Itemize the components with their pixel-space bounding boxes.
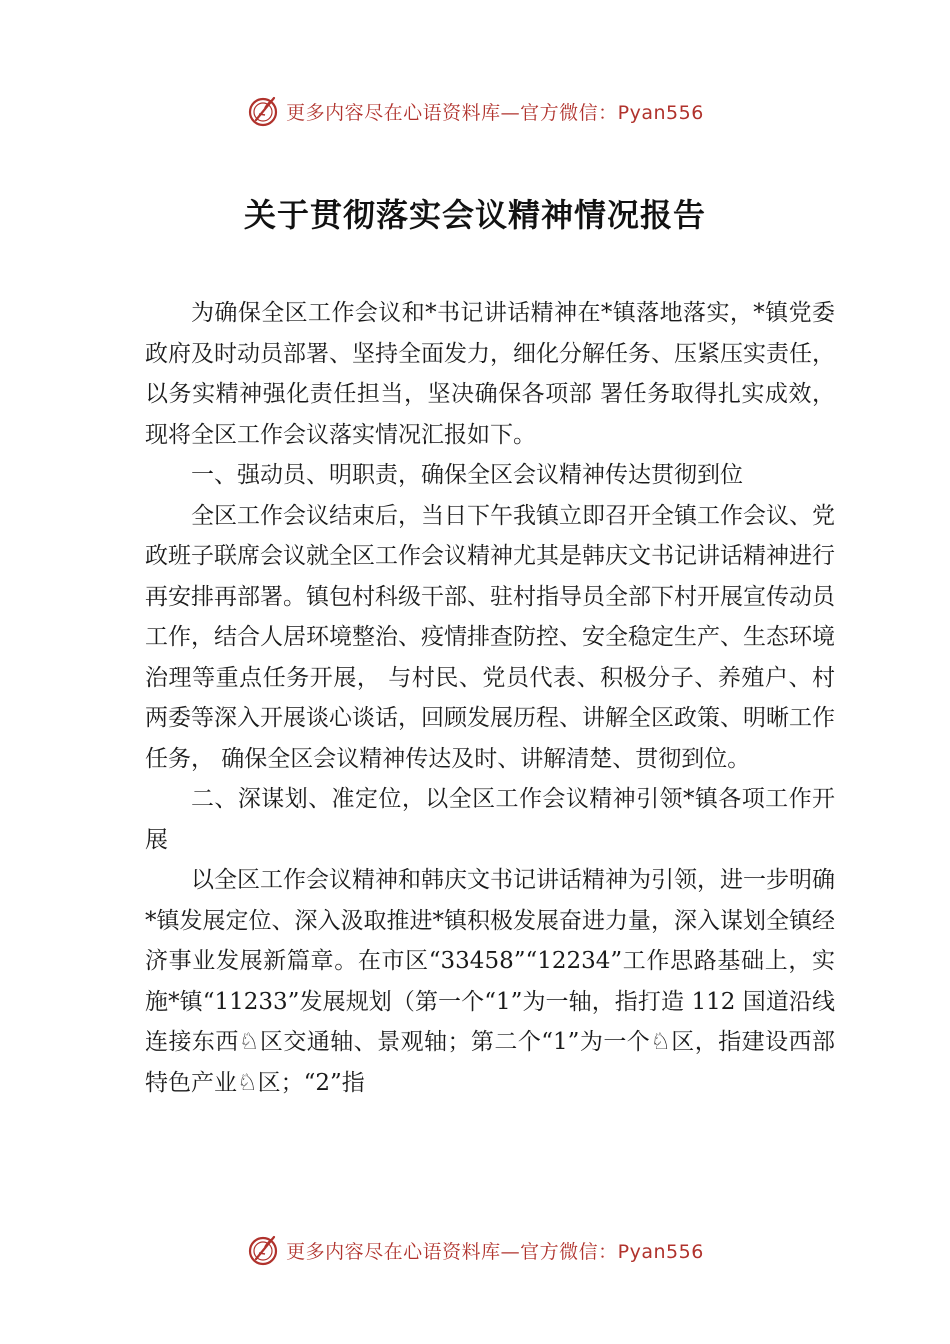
watermark-text: [286, 98, 704, 125]
paragraph-section-2: 以全区工作会议精神和韩庆文书记讲话精神为引领，进一步明确*镇发展定位、深入汲取推进*镇积极发展奋进力量，深入谋划全镇经济事业发展新篇章。在市区“33458”“12234”工作思路基础上，实施*镇“11233”发展规划（第一个“1”为一轴，指打造 112 国道沿线连接东西♘区交通轴、景观轴；第二个“1”为一个♘区，指建设西部特色产业♘区；“2”指: [145, 867, 835, 1096]
section-heading-1: 一、强动员、明职责，确保全区会议精神传达贯彻到位: [191, 462, 743, 488]
paragraph-intro: 为确保全区工作会议和*书记讲话精神在*镇落地落实，*镇党委政府及时动员部署、坚持全面发力，细化分解任务、压紧压实责任，以务实精神强化责任担当，坚决确保各项部 署任务取得扎实成效，现将全区工作会议落实情况汇报如下。: [145, 300, 835, 448]
quill-seal-icon: [246, 94, 280, 128]
watermark-footer: [0, 1233, 950, 1267]
document-body: [145, 293, 835, 1103]
document-title: 关于贯彻落实会议精神情况报告: [243, 196, 706, 234]
watermark-header: [0, 94, 950, 128]
watermark-label: 更多内容尽在心语资料库—官方微信：: [286, 1240, 618, 1263]
watermark-wechat-id: Pyan556: [617, 1240, 704, 1263]
watermark-label: 更多内容尽在心语资料库—官方微信：: [286, 101, 618, 124]
watermark-wechat-id: Pyan556: [617, 101, 704, 124]
watermark-text: [286, 1237, 704, 1264]
paragraph-section-1: 全区工作会议结束后，当日下午我镇立即召开全镇工作会议、党政班子联席会议就全区工作会议精神尤其是韩庆文书记讲话精神进行再安排再部署。镇包村科级干部、驻村指导员全部下村开展宣传动员工作，结合人居环境整治、疫情排查防控、安全稳定生产、生态环境治理等重点任务开展， 与村民、党员代表、积极分子、养殖户、村两委等深入开展谈心谈话，回顾发展历程、讲解全区政策、明晰工作任务， 确保全区会议精神传达及时、讲解清楚、贯彻到位。: [145, 502, 835, 772]
section-heading-2: 二、深谋划、准定位，以全区工作会议精神引领*镇各项工作开展: [145, 786, 835, 853]
quill-seal-icon: [246, 1233, 280, 1267]
